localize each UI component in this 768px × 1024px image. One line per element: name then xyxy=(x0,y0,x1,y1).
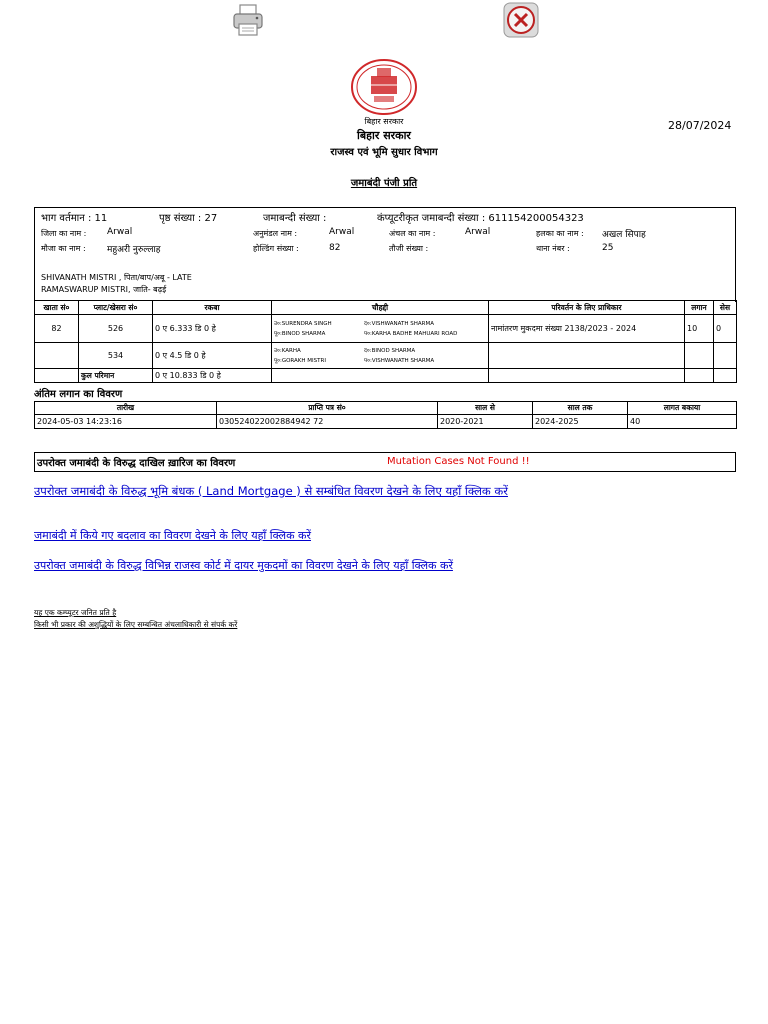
boundary-north: उ०:KARHA xyxy=(274,347,301,354)
land-table-header xyxy=(35,301,737,315)
col-chauhaddi: चौहद्दी xyxy=(272,301,489,315)
boundary-west: प०:KARHA BADHE MAHUARI ROAD xyxy=(364,330,458,337)
footer-note-1: यह एक कम्प्यूटर जनित प्रति है xyxy=(34,608,117,617)
lagan-dues: 40 xyxy=(628,415,737,429)
khata-cell xyxy=(35,343,79,369)
footer-note-2: किसी भी प्रकार की अशुद्धियों के लिए सम्बन्धित अंचलाधिकारी से संपर्क करें xyxy=(34,620,238,629)
lagan-section-title: अंतिम लगान का विवरण xyxy=(34,389,123,400)
mutation-label: उपरोक्त जमाबंदी के विरुद्ध दाखिल ख़ारिज का विवरण xyxy=(37,458,236,469)
bihar-emblem xyxy=(349,58,419,116)
boundary-south: द०:BINOD SHARMA xyxy=(364,347,416,354)
report-date: 28/07/2024 xyxy=(668,119,732,132)
holding-label: होल्डिंग संख्या : xyxy=(253,244,299,253)
district-label: जिला का नाम : xyxy=(41,229,87,238)
tauji-label: तौजी संख्या : xyxy=(389,244,429,253)
total-empty-cell xyxy=(714,369,737,383)
thana-label: थाना नंबर : xyxy=(536,244,570,253)
table-row xyxy=(35,343,737,369)
printer-icon xyxy=(230,2,266,38)
close-button[interactable] xyxy=(503,2,539,38)
close-circle-icon xyxy=(503,2,539,38)
boundary-north: उ०:SURENDRA SINGH xyxy=(274,320,332,327)
rakba-cell: 0 ए 6.333 डि 0 हे xyxy=(153,315,272,343)
col-year-to: साल तक xyxy=(533,402,628,415)
boundary-cell xyxy=(272,315,489,343)
department-name: राजस्व एवं भूमि सुधार विभाग xyxy=(330,147,438,158)
col-rakba: रकबा xyxy=(153,301,272,315)
holding-value: 82 xyxy=(329,243,341,253)
total-row xyxy=(35,369,737,383)
owner-line-1: SHIVANATH MISTRI , पिता/बाप/अबू - LATE xyxy=(41,273,192,282)
total-value: 0 ए 10.833 डि 0 हे xyxy=(153,369,272,383)
land-mortgage-link[interactable]: उपरोक्त जमाबंदी के विरुद्ध भूमि बंधक ( Land Mortgage ) से सम्बंधित विवरण देखने के लिए यहाँ क्लिक करें xyxy=(34,484,508,498)
print-button[interactable] xyxy=(230,2,266,38)
halka-value: अखल सिपाह xyxy=(602,230,646,240)
info-block xyxy=(34,207,736,302)
government-name: बिहार सरकार xyxy=(357,129,411,142)
subdivision-label: अनुमंडल नाम : xyxy=(253,229,298,238)
district-value: Arwal xyxy=(107,227,133,237)
mutation-box xyxy=(34,452,736,472)
table-row xyxy=(35,415,737,429)
col-khata: खाता सं० xyxy=(35,301,79,315)
bihar-seal-icon xyxy=(349,58,419,116)
boundary-west: प०:VISHWANATH SHARMA xyxy=(364,357,435,364)
lagan-table xyxy=(34,401,737,429)
plot-cell: 526 xyxy=(79,315,153,343)
lagan-cell: 10 xyxy=(685,315,714,343)
col-ses: सेस xyxy=(714,301,737,315)
lagan-year-to: 2024-2025 xyxy=(533,415,628,429)
computerized-jamabandi-number: कंप्यूटरीकृत जमाबन्दी संख्या : 611154200054323 xyxy=(377,213,584,224)
boundary-cell xyxy=(272,343,489,369)
lagan-cell xyxy=(685,343,714,369)
lagan-date: 2024-05-03 14:23:16 xyxy=(35,415,217,429)
thana-value: 25 xyxy=(602,243,614,253)
court-cases-link[interactable]: उपरोक्त जमाबंदी के विरुद्ध विभिन्न राजस्व कोर्ट में दायर मुकदमों का विवरण देखने के लिए यहाँ क्लिक करें xyxy=(34,559,453,572)
table-row xyxy=(35,315,737,343)
total-label: कुल परिमान xyxy=(79,369,153,383)
khata-cell: 82 xyxy=(35,315,79,343)
circle-label: अंचल का नाम : xyxy=(389,229,436,238)
owner-line-2: RAMASWARUP MISTRI, जाति- बढ़ई xyxy=(41,285,167,294)
circle-value: Arwal xyxy=(465,227,491,237)
col-dues: लागत बकाया xyxy=(628,402,737,415)
rakba-cell: 0 ए 4.5 डि 0 हे xyxy=(153,343,272,369)
lagan-year-from: 2020-2021 xyxy=(438,415,533,429)
emblem-caption: बिहार सरकार xyxy=(364,117,404,126)
col-plot: प्लाट/खेसरा सं० xyxy=(79,301,153,315)
col-lagan: लगान xyxy=(685,301,714,315)
ses-cell xyxy=(714,343,737,369)
col-date: तारीख xyxy=(35,402,217,415)
document-title: जमाबंदी पंजी प्रति xyxy=(350,178,418,189)
mauja-label: मौजा का नाम : xyxy=(41,244,86,253)
bhag-number: भाग वर्तमान : 11 xyxy=(41,213,108,224)
page-number: पृष्ठ संख्या : 27 xyxy=(159,213,218,224)
total-empty-cell xyxy=(272,369,489,383)
jamabandi-number: जमाबन्दी संख्या : xyxy=(263,213,327,224)
authority-cell xyxy=(489,343,685,369)
col-authority: परिवर्तन के लिए प्राधिकार xyxy=(489,301,685,315)
ses-cell: 0 xyxy=(714,315,737,343)
boundary-east: पू०:GORAKH MISTRI xyxy=(274,357,326,364)
halka-label: हलका का नाम : xyxy=(536,229,584,238)
lagan-table-header xyxy=(35,402,737,415)
plot-cell: 534 xyxy=(79,343,153,369)
land-table xyxy=(34,300,737,383)
total-empty-cell xyxy=(685,369,714,383)
jamabandi-changes-link[interactable]: जमाबंदी में किये गए बदलाव का विवरण देखने के लिए यहाँ क्लिक करें xyxy=(34,529,311,542)
boundary-south: द०:VISHWANATH SHARMA xyxy=(364,320,434,327)
boundary-east: पू०:BINOD SHARMA xyxy=(274,330,326,337)
subdivision-value: Arwal xyxy=(329,227,355,237)
lagan-receipt: 030524022002884942 72 xyxy=(217,415,438,429)
col-receipt: प्राप्ति पत्र सं० xyxy=(217,402,438,415)
mutation-status: Mutation Cases Not Found !! xyxy=(387,456,530,467)
total-empty-cell xyxy=(35,369,79,383)
authority-cell: नामांतरण मुकदमा संख्या 2138/2023 - 2024 xyxy=(489,315,685,343)
col-year-from: साल से xyxy=(438,402,533,415)
total-empty-cell xyxy=(489,369,685,383)
mauja-value: महुअरी नुरुल्लाह xyxy=(107,245,161,255)
